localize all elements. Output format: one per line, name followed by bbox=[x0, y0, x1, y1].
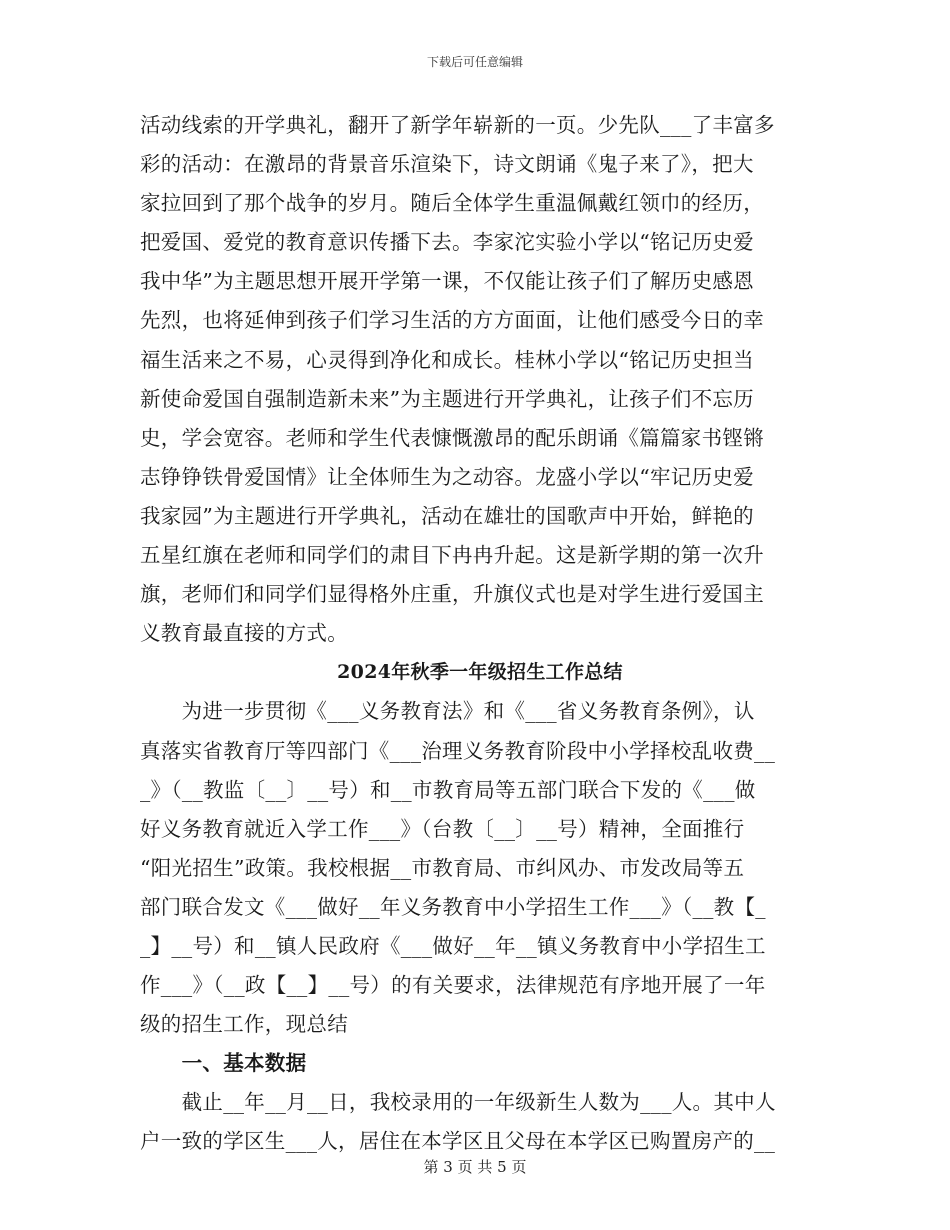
text-line: 部门联合发文《___做好__年义务教育中小学招生工作___》（__教【_ bbox=[140, 894, 766, 919]
section-title: 2024年秋季一年级招生工作总结 bbox=[337, 661, 623, 684]
text-line: 旗，老师们和同学们显得格外庄重，升旗仪式也是对学生进行爱国主 bbox=[140, 582, 764, 607]
text-line: 福生活来之不易，心灵得到净化和成长。桂林小学以“铭记历史担当 bbox=[140, 347, 754, 372]
text-line: 级的招生工作，现总结 bbox=[140, 1012, 348, 1037]
page-header: 下载后可任意编辑 bbox=[426, 55, 523, 69]
text-line: 家拉回到了那个战争的岁月。随后全体学生重温佩戴红领巾的经历， bbox=[140, 191, 764, 216]
text-line: “阳光招生”政策。我校根据__市教育局、市纠风办、市发改局等五 bbox=[140, 855, 745, 880]
text-line: 我中华”为主题思想开展开学第一课，不仅能让孩子们了解历史感恩 bbox=[140, 269, 754, 294]
text-line: 彩的活动：在激昂的背景音乐渲染下，诗文朗诵《鬼子来了》，把大 bbox=[140, 152, 754, 177]
text-line: 史，学会宽容。老师和学生代表慷慨激昂的配乐朗诵《篇篇家书铿锵 bbox=[140, 425, 764, 450]
text-line: 好义务教育就近入学工作___》（台教〔__〕__号）精神，全面推行 bbox=[140, 816, 745, 841]
page-footer: 第 3 页 共 5 页 bbox=[423, 1158, 527, 1176]
text-line: _】__号）和__镇人民政府《___做好__年__镇义务教育中小学招生工 bbox=[140, 933, 766, 958]
text-line: 真落实省教育厅等四部门《___治理义务教育阶段中小学择校乱收费__ bbox=[140, 738, 776, 763]
text-line: 作___》（__政【__】__号）的有关要求，法律规范有序地开展了一年 bbox=[140, 973, 766, 998]
text-line: 志铮铮铁骨爱国情》让全体师生为之动容。龙盛小学以“牢记历史爱 bbox=[140, 464, 754, 489]
text-line: 为进一步贯彻《___义务教育法》和《___省义务教育条例》，认 bbox=[140, 699, 755, 724]
text-line: 五星红旗在老师和同学们的肃目下冉冉升起。这是新学期的第一次升 bbox=[140, 543, 764, 568]
section-heading: 一、基本数据 bbox=[140, 1051, 307, 1076]
document-body bbox=[140, 106, 820, 1162]
text-line: 把爱国、爱党的教育意识传播下去。李家沱实验小学以“铭记历史爱 bbox=[140, 230, 754, 255]
text-line: 先烈，也将延伸到孩子们学习生活的方方面面，让他们感受今日的幸 bbox=[140, 308, 764, 333]
text-line: 义教育最直接的方式。 bbox=[140, 621, 348, 646]
text-line: 活动线索的开学典礼，翻开了新学年崭新的一页。少先队___了丰富多 bbox=[140, 113, 775, 137]
text-line: 新使命爱国自强制造新未来”为主题进行开学典礼，让孩子们不忘历 bbox=[140, 386, 754, 411]
text-line: 我家园”为主题进行开学典礼，活动在雄壮的国歌声中开始，鲜艳的 bbox=[140, 503, 754, 528]
text-line: 截止__年__月__日，我校录用的一年级新生人数为___人。其中人 bbox=[140, 1090, 776, 1115]
text-line: _》（__教监〔__〕__号）和__市教育局等五部门联合下发的《___做 bbox=[140, 777, 756, 802]
text-line: 户一致的学区生___人，居住在本学区且父母在本学区已购置房产的__ bbox=[140, 1129, 776, 1154]
